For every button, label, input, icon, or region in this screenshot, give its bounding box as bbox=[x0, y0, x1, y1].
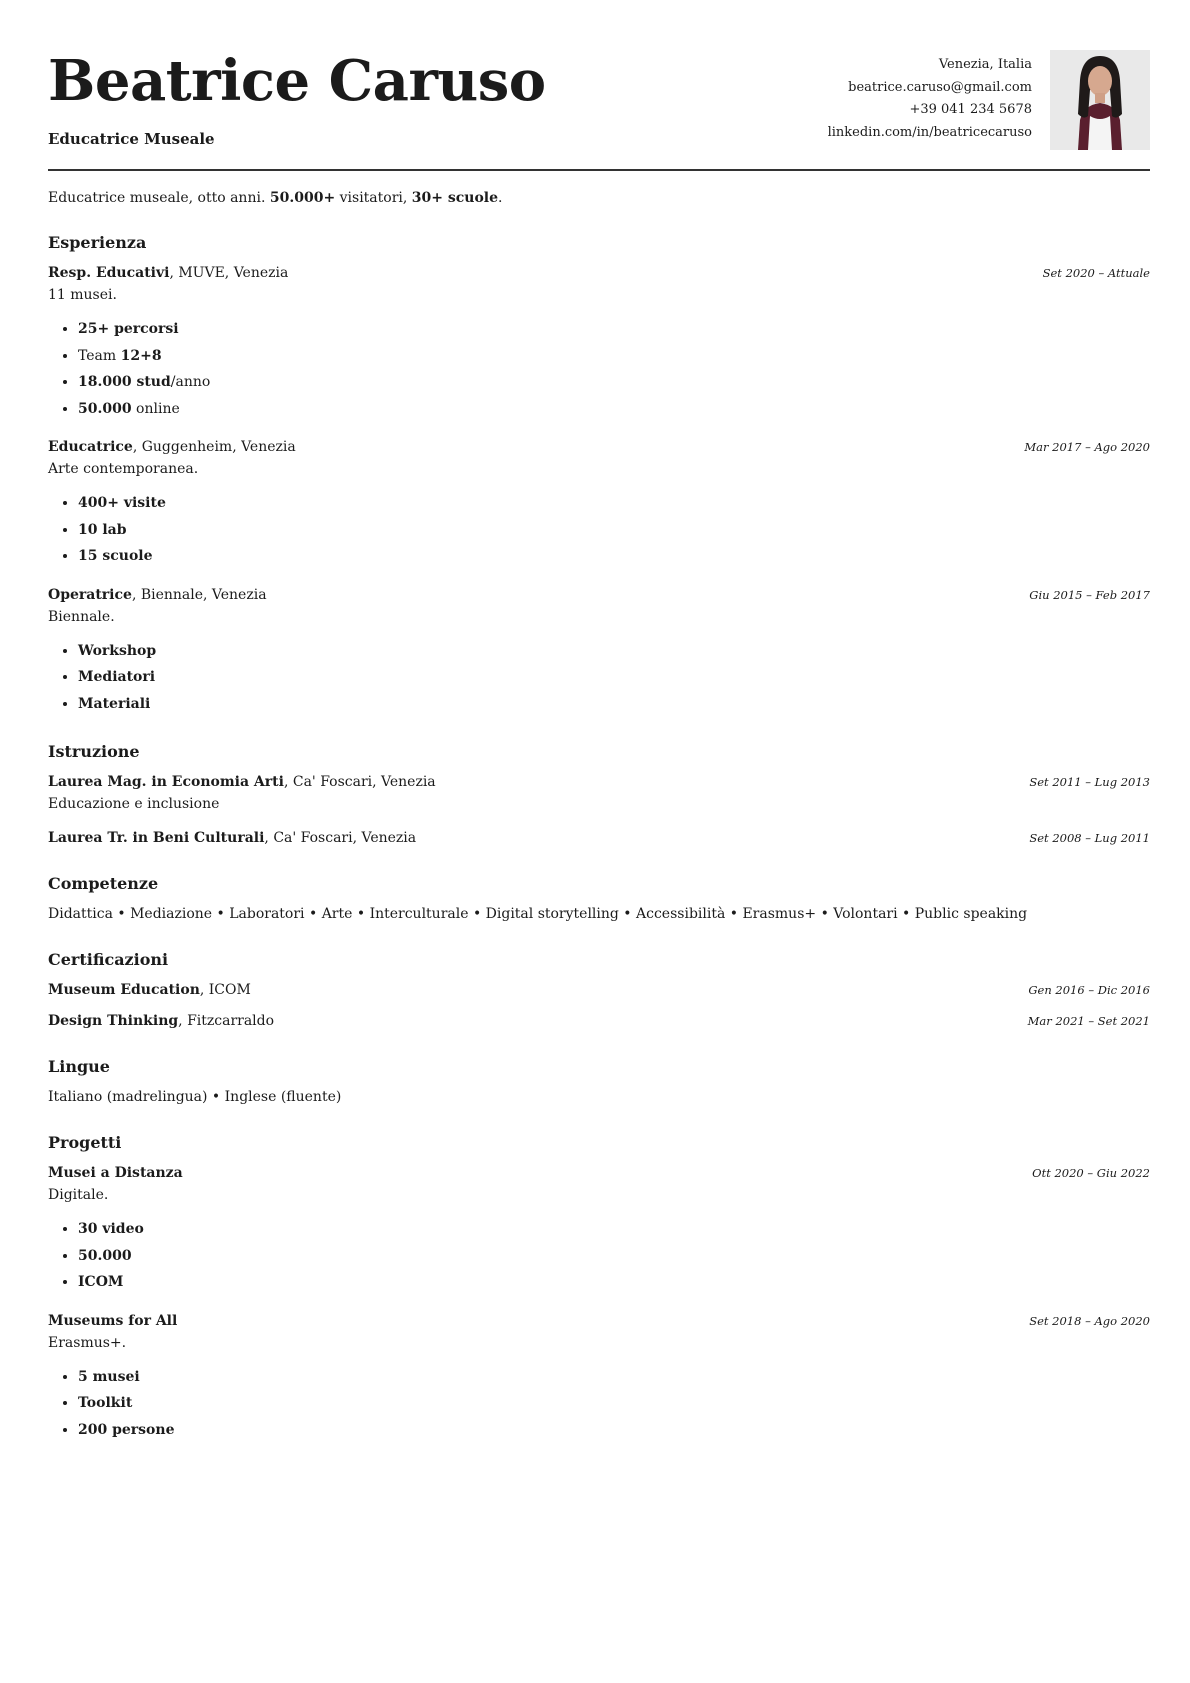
education-description: Educazione e inclusione bbox=[48, 796, 220, 812]
job-date: Set 2020 – Attuale bbox=[1042, 266, 1150, 280]
education-section bbox=[48, 741, 1150, 849]
project-highlights bbox=[48, 1216, 1150, 1296]
education-date: Set 2008 – Lug 2011 bbox=[1029, 831, 1150, 845]
experience-entry bbox=[48, 262, 1150, 422]
summary: Educatrice museale, otto anni. 50.000+ visitatori, 30+ scuole. bbox=[48, 190, 503, 206]
section-title: Istruzione bbox=[48, 742, 140, 761]
job-organization: , Guggenheim, Venezia bbox=[132, 439, 296, 455]
education-entry bbox=[48, 771, 1150, 815]
list-item: • 10 lab bbox=[78, 517, 1150, 544]
education-date: Set 2011 – Lug 2013 bbox=[1029, 775, 1150, 789]
job-organization: , MUVE, Venezia bbox=[169, 265, 289, 281]
experience-entry bbox=[48, 436, 1150, 570]
header-divider bbox=[48, 169, 1150, 171]
certification-org: , Fitzcarraldo bbox=[178, 1013, 275, 1029]
school-name: , Ca' Foscari, Venezia bbox=[283, 774, 436, 790]
list-item: • Mediatori bbox=[78, 664, 1150, 691]
project-date: Ott 2020 – Giu 2022 bbox=[1032, 1166, 1150, 1180]
section-title: Competenze bbox=[48, 874, 159, 893]
skills-section bbox=[48, 873, 1150, 925]
project-description: Erasmus+. bbox=[48, 1334, 127, 1351]
job-highlights bbox=[48, 316, 1150, 422]
job-highlights bbox=[48, 490, 1150, 570]
section-title: Progetti bbox=[48, 1133, 122, 1152]
projects-section bbox=[48, 1132, 1150, 1443]
list-item: • Materiali bbox=[78, 691, 1150, 718]
degree-name: Laurea Mag. in Economia Arti bbox=[48, 774, 284, 790]
job-date: Giu 2015 – Feb 2017 bbox=[1029, 587, 1150, 602]
project-description: Digitale. bbox=[48, 1187, 109, 1203]
skills-list: Didattica • Mediazione • Laboratori • Arte • Interculturale • Digital storytelling • Accessibilità • Erasmus+ • Volontari • Public speaking bbox=[48, 906, 1028, 922]
certifications-section bbox=[48, 949, 1150, 1032]
school-name: , Ca' Foscari, Venezia bbox=[264, 830, 417, 846]
contact-location: Venezia, Italia bbox=[938, 57, 1032, 72]
languages-list: Italiano (madrelingua) • Inglese (fluente) bbox=[48, 1089, 342, 1105]
certification-org: , ICOM bbox=[199, 982, 251, 998]
list-item: • 5 musei bbox=[78, 1364, 1150, 1391]
project-name: Museums for All bbox=[48, 1312, 178, 1329]
degree-name: Laurea Tr. in Beni Culturali bbox=[48, 830, 265, 846]
project-highlights bbox=[48, 1364, 1150, 1444]
resume-header bbox=[48, 0, 1150, 172]
contact-linkedin[interactable]: linkedin.com/in/beatricecaruso bbox=[827, 124, 1032, 140]
certification-entry bbox=[48, 979, 1150, 1001]
languages-section bbox=[48, 1056, 1150, 1108]
project-date: Set 2018 – Ago 2020 bbox=[1029, 1313, 1150, 1328]
certification-name: Museum Education bbox=[48, 982, 200, 998]
list-item: • Team 12+8 bbox=[78, 343, 1150, 370]
list-item: • 50.000 bbox=[78, 1243, 1150, 1270]
list-item: • Workshop bbox=[78, 638, 1150, 665]
job-title: Educatrice Museale bbox=[48, 130, 215, 148]
list-item: • 400+ visite bbox=[78, 490, 1150, 517]
job-highlights bbox=[48, 638, 1150, 718]
project-name: Musei a Distanza bbox=[48, 1165, 183, 1181]
certification-date: Mar 2021 – Set 2021 bbox=[1027, 1014, 1150, 1028]
job-description: 11 musei. bbox=[48, 287, 117, 303]
section-title: Certificazioni bbox=[48, 950, 169, 969]
list-item: • 18.000 stud/anno bbox=[78, 369, 1150, 396]
list-item: • Toolkit bbox=[78, 1390, 1150, 1417]
contact-info bbox=[828, 54, 1032, 144]
certification-date: Gen 2016 – Dic 2016 bbox=[1028, 983, 1150, 997]
project-entry bbox=[48, 1162, 1150, 1296]
project-entry bbox=[48, 1310, 1150, 1444]
section-title: Esperienza bbox=[48, 233, 147, 252]
job-date: Mar 2017 – Ago 2020 bbox=[1024, 440, 1150, 454]
section-title: Lingue bbox=[48, 1057, 110, 1076]
contact-phone[interactable]: +39 041 234 5678 bbox=[909, 102, 1032, 117]
list-item: • 25+ percorsi bbox=[78, 316, 1150, 343]
job-description: Arte contemporanea. bbox=[48, 461, 199, 477]
job-description: Biennale. bbox=[48, 608, 115, 625]
list-item: • 50.000 online bbox=[78, 396, 1150, 423]
candidate-name: Beatrice Caruso bbox=[48, 48, 546, 114]
job-role: Resp. Educativi bbox=[48, 265, 170, 281]
certification-entry bbox=[48, 1010, 1150, 1032]
resume-page bbox=[48, 0, 1150, 1683]
job-role: Educatrice bbox=[48, 439, 133, 455]
list-item: • 200 persone bbox=[78, 1417, 1150, 1444]
profile-photo bbox=[1050, 50, 1150, 150]
job-role: Operatrice bbox=[48, 586, 132, 603]
experience-entry bbox=[48, 584, 1150, 718]
list-item: • ICOM bbox=[78, 1269, 1150, 1296]
contact-email[interactable]: beatrice.caruso@gmail.com bbox=[848, 79, 1032, 95]
list-item: • 30 video bbox=[78, 1216, 1150, 1243]
certification-name: Design Thinking bbox=[48, 1013, 179, 1029]
list-item: • 15 scuole bbox=[78, 543, 1150, 570]
education-entry bbox=[48, 827, 1150, 849]
job-organization: , Biennale, Venezia bbox=[131, 586, 267, 603]
experience-section bbox=[48, 232, 1150, 717]
